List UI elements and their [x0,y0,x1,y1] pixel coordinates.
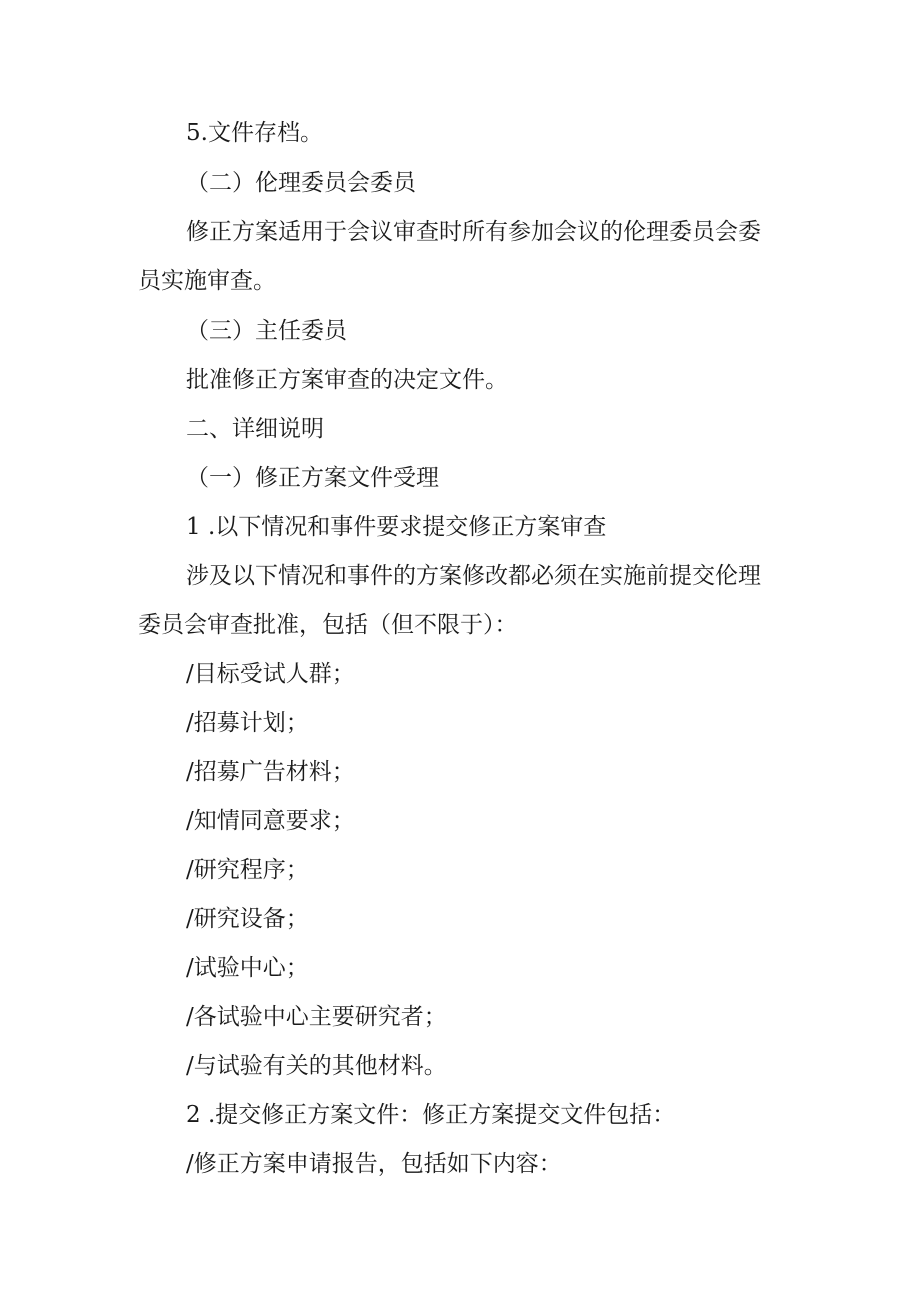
item-1-heading: 1 .以下情况和事件要求提交修正方案审查 [186,514,607,540]
subheading-amendment-acceptance: （一）修正方案文件受理 [186,465,439,491]
list-item-application-report: /修正方案申请报告，包括如下内容： [186,1151,562,1177]
list-item-study-equipment: /研究设备； [186,906,309,932]
list-item-recruitment-plan: /招募计划； [186,710,309,736]
item-2-heading: 2 .提交修正方案文件：修正方案提交文件包括： [186,1102,676,1128]
list-item-study-procedures: /研究程序； [186,857,309,883]
paragraph-members-line1: 修正方案适用于会议审查时所有参加会议的伦理委员会委 [186,219,761,245]
paragraph-members-line2: 员实施审查。 [138,268,276,294]
list-item-other-materials: /与试验有关的其他材料。 [186,1053,447,1079]
subheading-ethics-committee-members: （二）伦理委员会委员 [186,170,416,196]
list-item-target-population: /目标受试人群； [186,661,355,687]
paragraph-conditions-line1: 涉及以下情况和事件的方案修改都必须在实施前提交伦理 [186,563,761,589]
list-item-recruitment-ads: /招募广告材料； [186,759,355,785]
subheading-chair: （三）主任委员 [186,318,347,344]
section-heading-details: 二、详细说明 [186,416,324,442]
item-5-file-archive: 5.文件存档。 [186,120,323,146]
paragraph-chair: 批准修正方案审查的决定文件。 [186,367,508,393]
list-item-principal-investigators: /各试验中心主要研究者； [186,1004,447,1030]
paragraph-conditions-line2: 委员会审查批准，包括（但不限于）： [138,612,518,638]
list-item-trial-sites: /试验中心； [186,955,309,981]
list-item-informed-consent: /知情同意要求； [186,808,355,834]
